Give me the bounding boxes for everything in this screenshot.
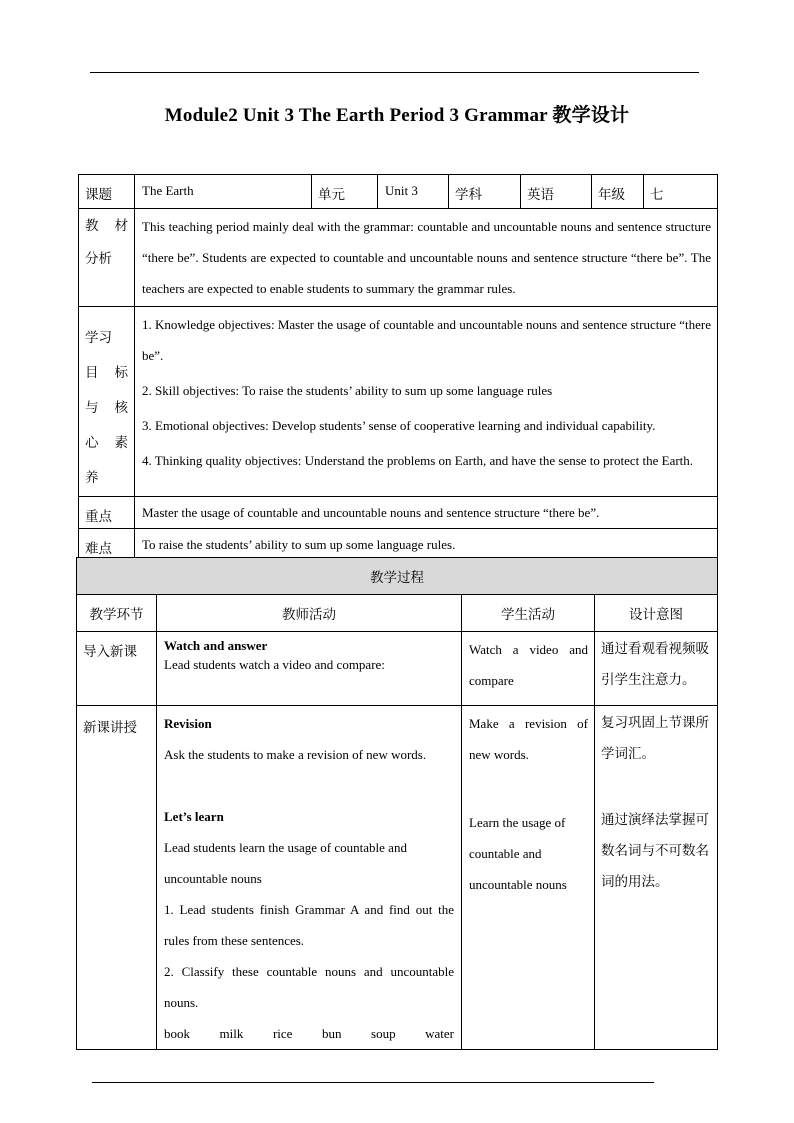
lesson-info-table — [78, 174, 718, 561]
key-point-label: 重点 — [79, 497, 135, 529]
subject-label: 学科 — [449, 175, 521, 209]
objective-item: 3. Emotional objectives: Develop students’ sense of cooperative learning and individual capability. — [142, 418, 656, 433]
word-item: soup — [371, 1026, 396, 1041]
stage-intro: 导入新课 — [77, 632, 157, 706]
objectives-char: 心 — [85, 435, 99, 451]
objectives-label — [79, 307, 135, 497]
teaching-process-table — [76, 557, 718, 1050]
spacer — [164, 770, 454, 801]
objectives-label-line-3 — [79, 391, 134, 426]
intent-revision-text: 复习巩固上节课所学词汇。 — [601, 715, 709, 762]
spacer — [462, 772, 594, 803]
key-point-text: Master the usage of countable and uncountable nouns and sentence structure “there be”. — [135, 497, 718, 529]
learn-title: Let’s learn — [164, 809, 224, 824]
teacher-intro-title: Watch and answer — [164, 638, 268, 653]
word-item: bun — [321, 1026, 342, 1041]
difficulty-text: To raise the students’ ability to sum up some language rules. — [135, 529, 718, 561]
objectives-char: 素 — [114, 435, 128, 451]
stage-new-lesson: 新课讲授 — [77, 706, 157, 1050]
intent-learn-text: 通过演绎法掌握可数名词与不可数名词的用法。 — [601, 812, 709, 890]
grade-label: 年级 — [592, 175, 644, 209]
unit-value: Unit 3 — [378, 175, 449, 209]
column-header-student: 学生活动 — [462, 595, 595, 632]
objectives-cell — [135, 307, 718, 497]
word-item: book — [164, 1026, 190, 1041]
intent-intro-text: 通过看观看视频吸引学生注意力。 — [601, 641, 709, 688]
objectives-label-line-1: 学习 — [85, 330, 112, 346]
revision-title: Revision — [164, 716, 212, 731]
objective-item: 2. Skill objectives: To raise the students’ ability to sum up some language rules — [142, 383, 553, 398]
learn-step-2: 2. Classify these countable nouns and uncountable nouns. — [164, 964, 454, 1010]
teacher-activity-intro — [157, 632, 462, 706]
learn-step-1: 1. Lead students finish Grammar A and find out the rules from these sentences. — [164, 902, 454, 948]
objectives-char: 目 — [85, 365, 99, 381]
teacher-activity-new — [157, 706, 462, 1050]
subject-value: 英语 — [521, 175, 592, 209]
word-item: milk — [219, 1026, 244, 1041]
teacher-intro-text: Lead students watch a video and compare: — [164, 657, 385, 672]
analysis-text: This teaching period mainly deal with the grammar: countable and uncountable nouns and sentence structure “there be”. Students are expected to countable and uncountable nouns and sentence structure “there be”. The teachers are expected to enable students to summary the grammar rules. — [142, 219, 711, 296]
column-header-teacher: 教师活动 — [157, 595, 462, 632]
objectives-char: 标 — [114, 365, 128, 381]
spacer — [595, 772, 717, 803]
footer-rule — [92, 1082, 654, 1083]
student-learn-text: Learn the usage of countable and uncountable nouns — [469, 815, 567, 892]
word-item: water — [425, 1026, 454, 1041]
process-header: 教学过程 — [77, 558, 718, 595]
objectives-char: 与 — [85, 400, 99, 416]
student-intro-text: Watch a video and compare — [469, 642, 588, 688]
objectives-char: 核 — [114, 400, 128, 416]
column-header-stage: 教学环节 — [77, 595, 157, 632]
analysis-label-char-1: 教 — [85, 218, 99, 234]
analysis-cell — [135, 209, 718, 307]
page-title: Module2 Unit 3 The Earth Period 3 Grammar 教学设计 — [164, 105, 630, 126]
intent-intro — [595, 632, 718, 706]
word-list — [164, 1018, 454, 1049]
objectives-label-line-5: 养 — [85, 470, 99, 486]
header-rule — [90, 72, 699, 73]
intent-new — [595, 706, 718, 1050]
student-revision-text: Make a revision of new words. — [469, 716, 588, 762]
objective-item: 1. Knowledge objectives: Master the usage of countable and uncountable nouns and sentence structure “there be”. — [142, 317, 711, 363]
student-activity-intro — [462, 632, 595, 706]
analysis-label-char-2: 材 — [114, 218, 128, 234]
topic-label: 课题 — [79, 175, 135, 209]
objectives-label-line-4 — [79, 426, 134, 461]
grade-value: 七 — [644, 175, 718, 209]
revision-text: Ask the students to make a revision of new words. — [164, 747, 427, 762]
analysis-label — [79, 209, 135, 307]
analysis-label-char-3: 分析 — [85, 251, 112, 267]
objectives-label-line-2 — [79, 356, 134, 391]
difficulty-label: 难点 — [79, 529, 135, 561]
unit-label: 单元 — [312, 175, 378, 209]
column-header-intent: 设计意图 — [595, 595, 718, 632]
student-activity-new — [462, 706, 595, 1050]
word-item: rice — [272, 1026, 293, 1041]
objective-item: 4. Thinking quality objectives: Understand the problems on Earth, and have the sense to protect the Earth. — [142, 453, 694, 468]
learn-text: Lead students learn the usage of countable and uncountable nouns — [164, 840, 407, 886]
topic-value: The Earth — [135, 175, 312, 209]
